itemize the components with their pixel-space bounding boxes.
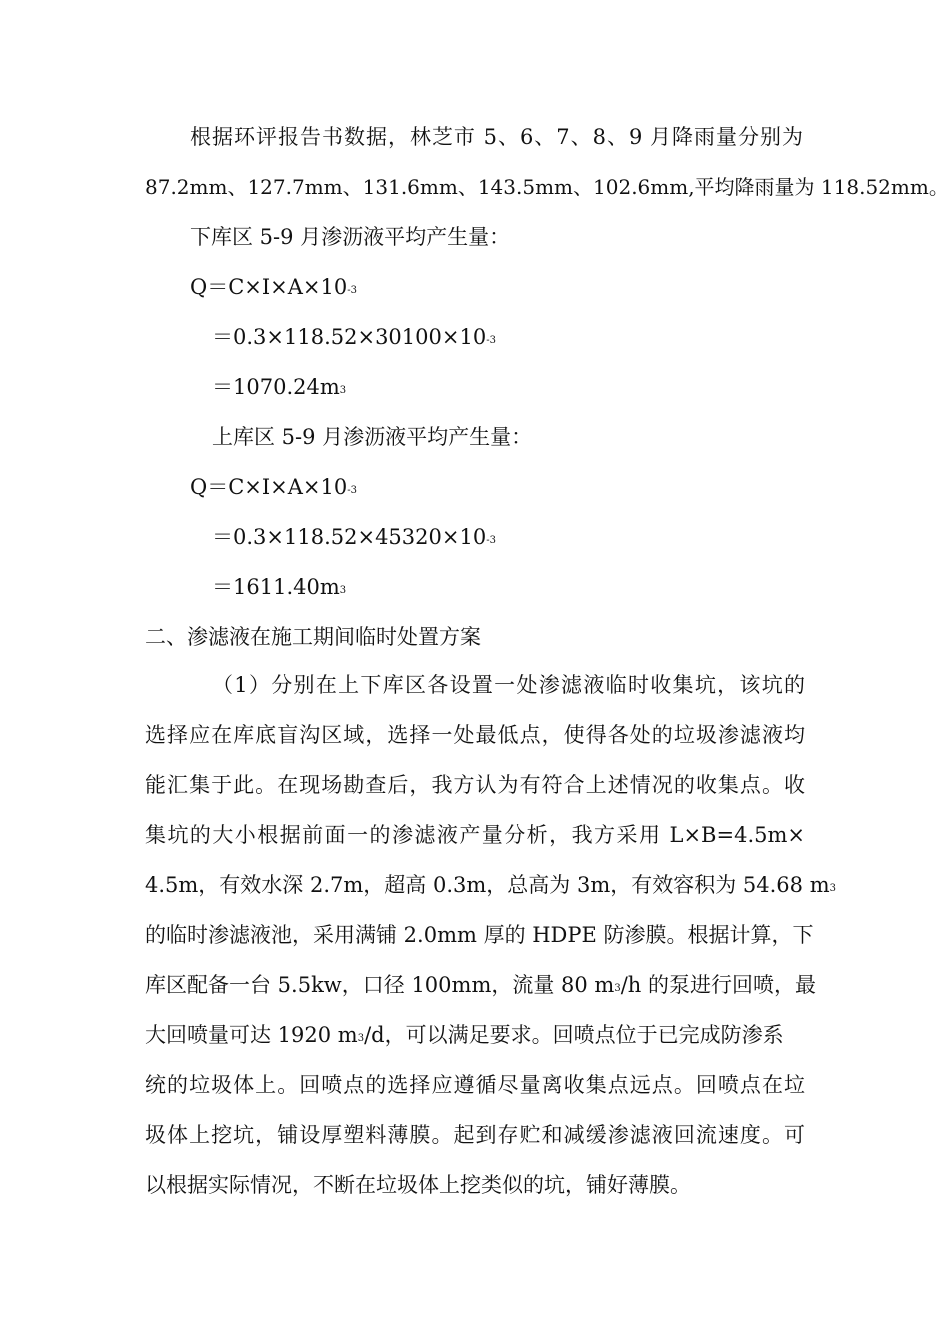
- section-2-line-6: 的临时渗滤液池，采用满铺 2.0mm 厚的 HDPE 防渗膜。根据计算，下: [145, 923, 814, 947]
- section-2-title: 二、渗滤液在施工期间临时处置方案: [145, 625, 481, 649]
- upper-area-result: ＝1611.40m3: [212, 575, 347, 599]
- upper-area-heading: 上库区 5-9 月渗沥液平均产生量：: [212, 425, 533, 449]
- upper-area-formula: Q＝C×I×A×10-3: [190, 475, 358, 499]
- lower-area-formula: Q＝C×I×A×10-3: [190, 275, 358, 299]
- lower-area-calc: ＝0.3×118.52×30100×10-3: [212, 325, 496, 349]
- section-2-line-4: 集坑的大小根据前面一的渗滤液产量分析，我方采用 L×B=4.5m×: [145, 823, 805, 847]
- lower-area-heading: 下库区 5-9 月渗沥液平均产生量：: [190, 225, 511, 249]
- section-2-line-3: 能汇集于此。在现场勘查后，我方认为有符合上述情况的收集点。收: [145, 773, 805, 797]
- section-2-line-5: 4.5m，有效水深 2.7m，超高 0.3m，总高为 3m，有效容积为 54.68 m3: [145, 873, 836, 897]
- section-2-line-9: 统的垃圾体上。回喷点的选择应遵循尽量离收集点远点。回喷点在垃: [145, 1073, 805, 1097]
- section-2-line-8: 大回喷量可达 1920 m3/d，可以满足要求。回喷点位于已完成防渗系: [145, 1023, 784, 1047]
- paragraph-1-line-1: 根据环评报告书数据，林芝市 5、6、7、8、9 月降雨量分别为: [190, 125, 803, 149]
- section-2-line-11: 以根据实际情况，不断在垃圾体上挖类似的坑，铺好薄膜。: [145, 1173, 691, 1197]
- paragraph-1-line-2: 87.2mm、127.7mm、131.6mm、143.5mm、102.6mm,平均降雨量为 118.52mm。: [145, 175, 949, 199]
- section-2-line-10: 圾体上挖坑，铺设厚塑料薄膜。起到存贮和减缓渗滤液回流速度。可: [145, 1123, 805, 1147]
- upper-area-calc: ＝0.3×118.52×45320×10-3: [212, 525, 496, 549]
- lower-area-result: ＝1070.24m3: [212, 375, 347, 399]
- section-2-line-7: 库区配备一台 5.5kw，口径 100mm，流量 80 m3/h 的泵进行回喷，最: [145, 973, 816, 997]
- section-2-line-1: （1）分别在上下库区各设置一处渗滤液临时收集坑，该坑的: [212, 673, 805, 697]
- section-2-line-2: 选择应在库底盲沟区域，选择一处最低点，使得各处的垃圾渗滤液均: [145, 723, 805, 747]
